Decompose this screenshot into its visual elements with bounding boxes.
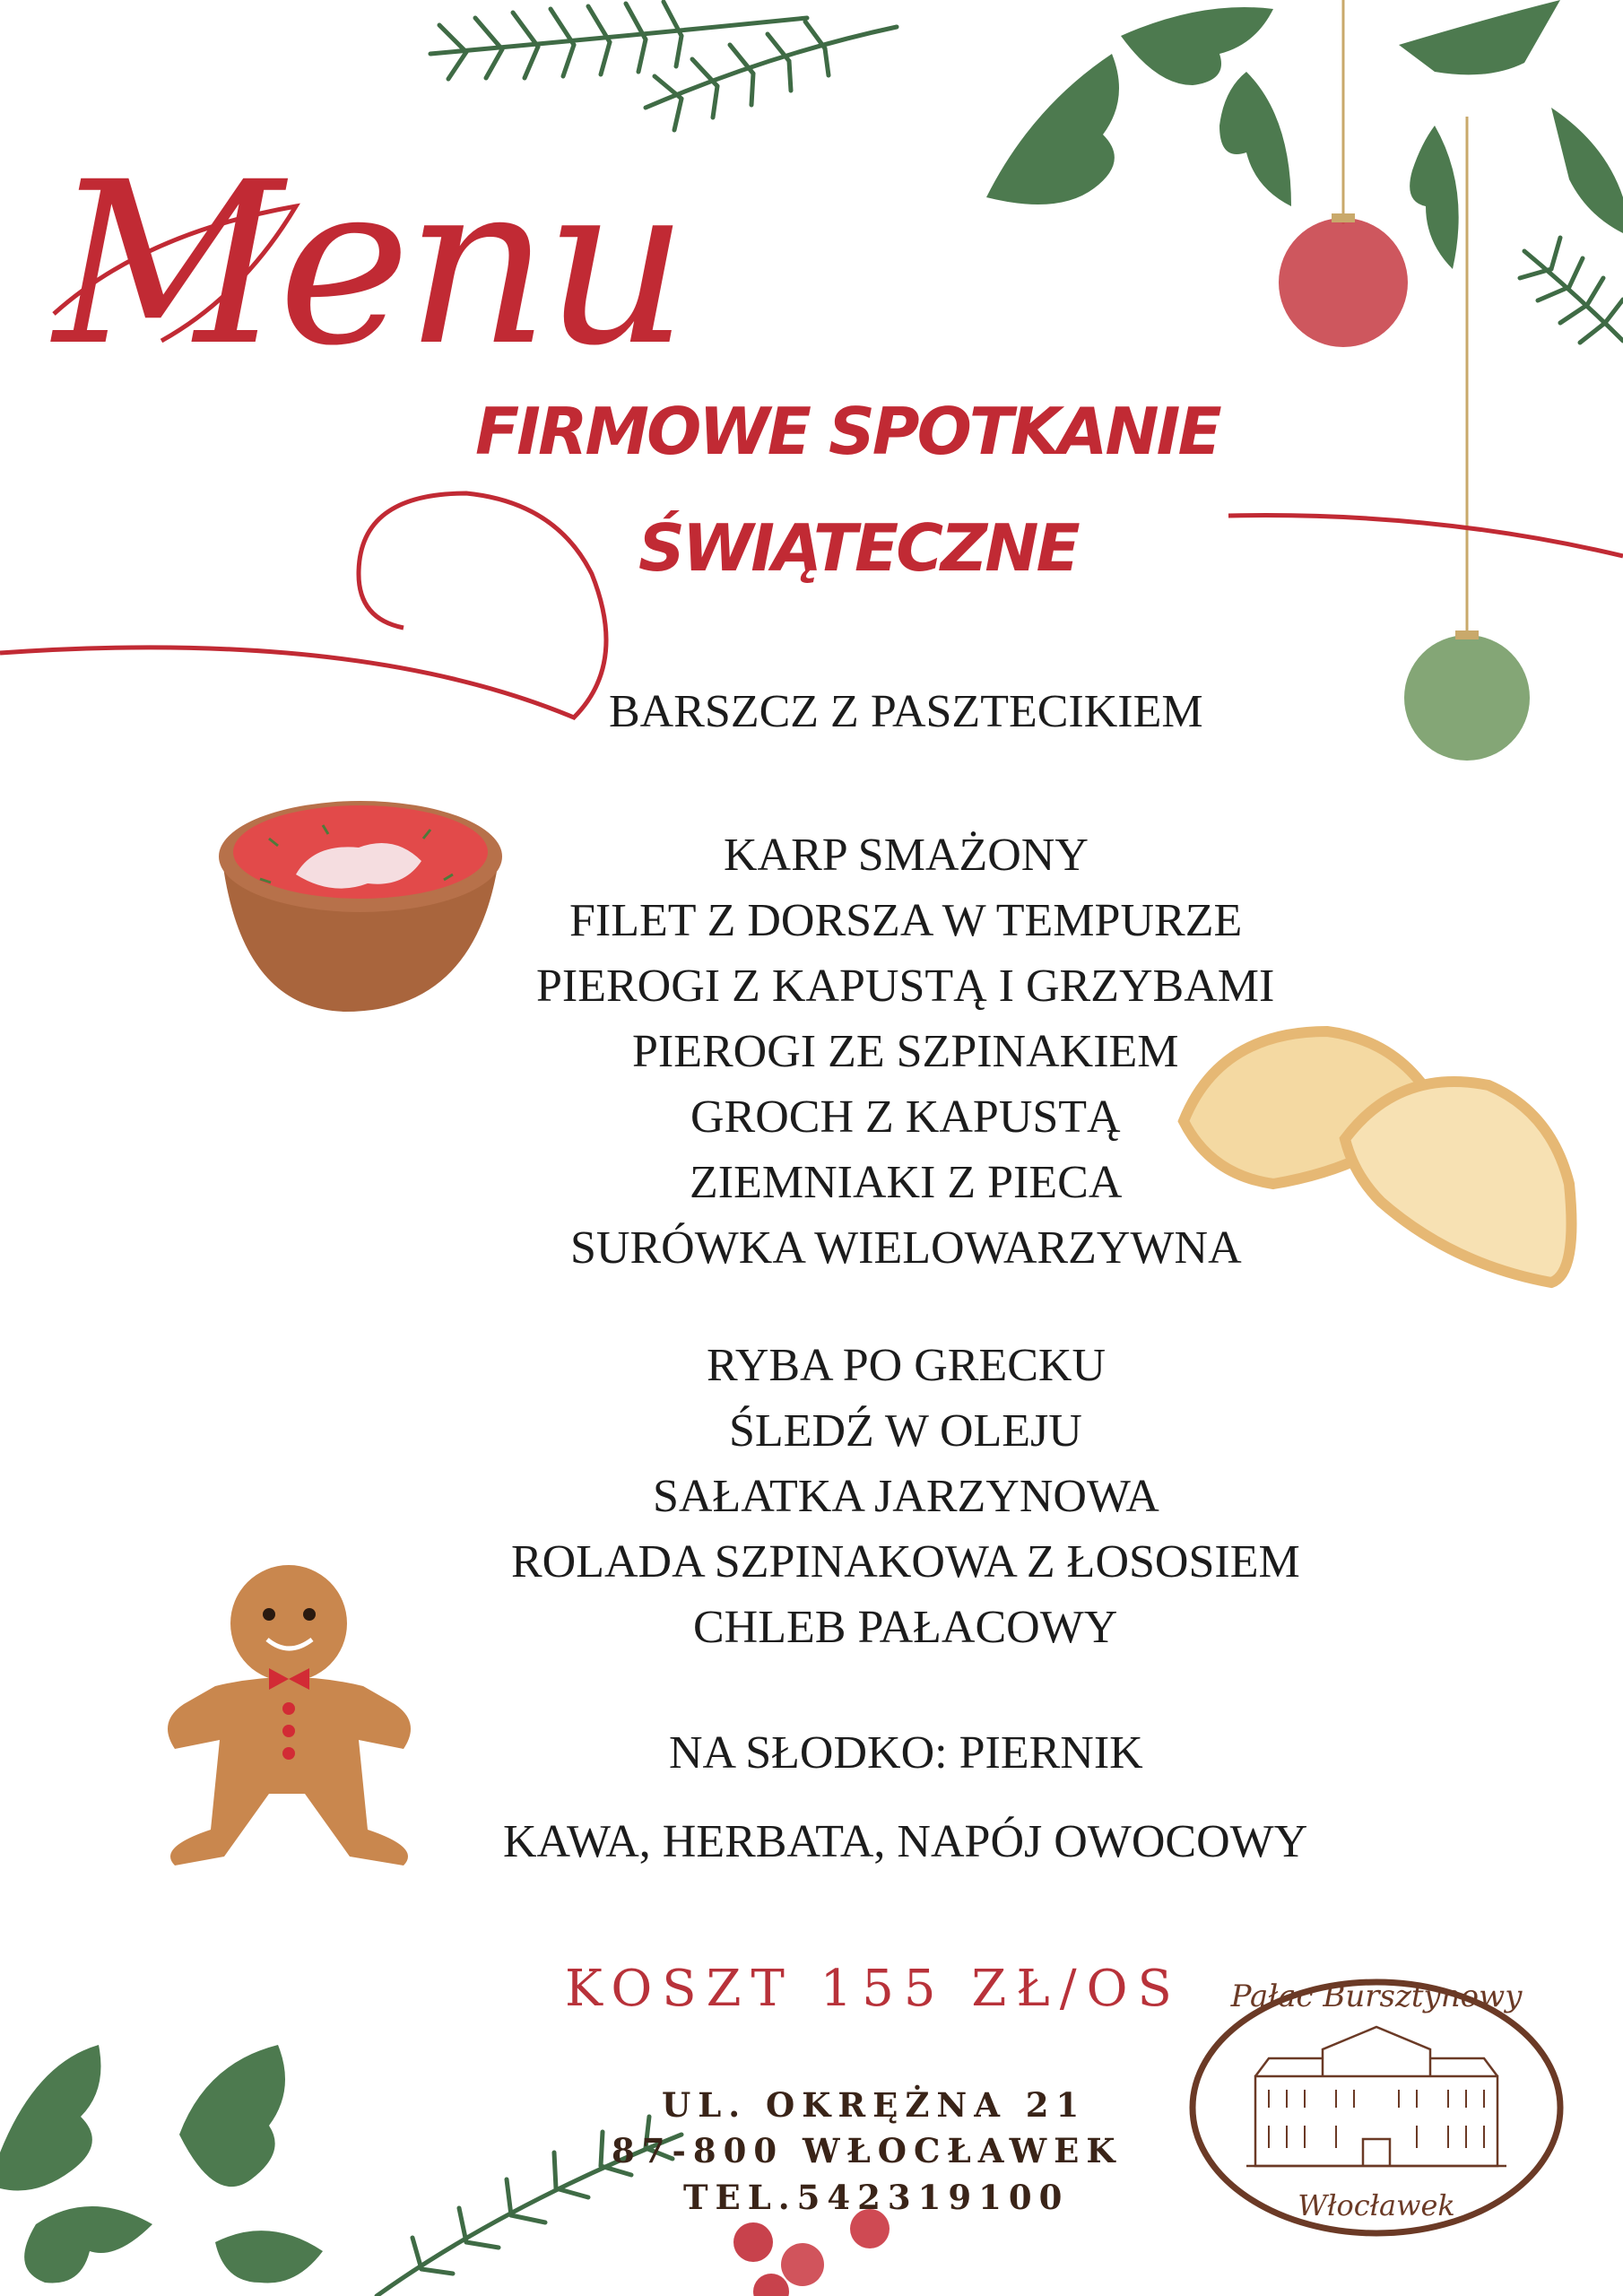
logo-bottom-text: Włocławek bbox=[1298, 2188, 1455, 2222]
ornament-ball-green-icon bbox=[1404, 635, 1530, 761]
menu-item-main: SURÓWKA WIELOWARZYWNA bbox=[570, 1222, 1242, 1274]
logo-top-text: Pałac Bursztynowy bbox=[1230, 1979, 1523, 2014]
menu-item-main: FILET Z DORSZA W TEMPURZE bbox=[569, 895, 1243, 946]
menu-item-main: GROCH Z KAPUSTĄ bbox=[690, 1091, 1121, 1143]
price-label: KOSZT 155 ZŁ/OS bbox=[565, 1960, 1182, 2018]
gingerbread-man-icon bbox=[168, 1565, 411, 1866]
menu-script-title: Menu bbox=[54, 134, 683, 395]
menu-item-cold: ROLADA SZPINAKOWA Z ŁOSOSIEM bbox=[511, 1536, 1300, 1587]
address-city: 87-800 WŁOCŁAWEK bbox=[612, 2131, 1123, 2170]
menu-item-main: KARP SMAŻONY bbox=[724, 830, 1089, 881]
menu-item-soup: BARSZCZ Z PASZTECIKIEM bbox=[609, 686, 1203, 737]
menu-item-dessert: NA SŁODKO: PIERNIK bbox=[669, 1727, 1143, 1779]
menu-item-main: ZIEMNIAKI Z PIECA bbox=[690, 1157, 1123, 1208]
menu-item-cold: ŚLEDŹ W OLEJU bbox=[729, 1405, 1082, 1457]
barszcz-bowl-icon bbox=[219, 801, 502, 1012]
menu-item-cold: CHLEB PAŁACOWY bbox=[693, 1602, 1118, 1653]
menu-item-cold: SAŁATKA JARZYNOWA bbox=[653, 1471, 1159, 1522]
subtitle-line1: FIRMOWE SPOTKANIE bbox=[475, 394, 1219, 469]
address-street: UL. OKRĘŻNA 21 bbox=[662, 2085, 1087, 2125]
subtitle-line2: ŚWIĄTECZNE bbox=[638, 510, 1078, 586]
menu-item-cold: RYBA PO GRECKU bbox=[707, 1340, 1106, 1391]
berries-icon bbox=[733, 2209, 890, 2296]
address-phone: TEL.542319100 bbox=[683, 2178, 1070, 2217]
palace-logo bbox=[1179, 1951, 1574, 2251]
ornament-ball-red-icon bbox=[1279, 218, 1408, 347]
menu-item-main: PIEROGI ZE SZPINAKIEM bbox=[632, 1026, 1179, 1077]
menu-item-main: PIEROGI Z KAPUSTĄ I GRZYBAMI bbox=[536, 961, 1275, 1012]
menu-item-drinks: KAWA, HERBATA, NAPÓJ OWOCOWY bbox=[503, 1816, 1308, 1867]
